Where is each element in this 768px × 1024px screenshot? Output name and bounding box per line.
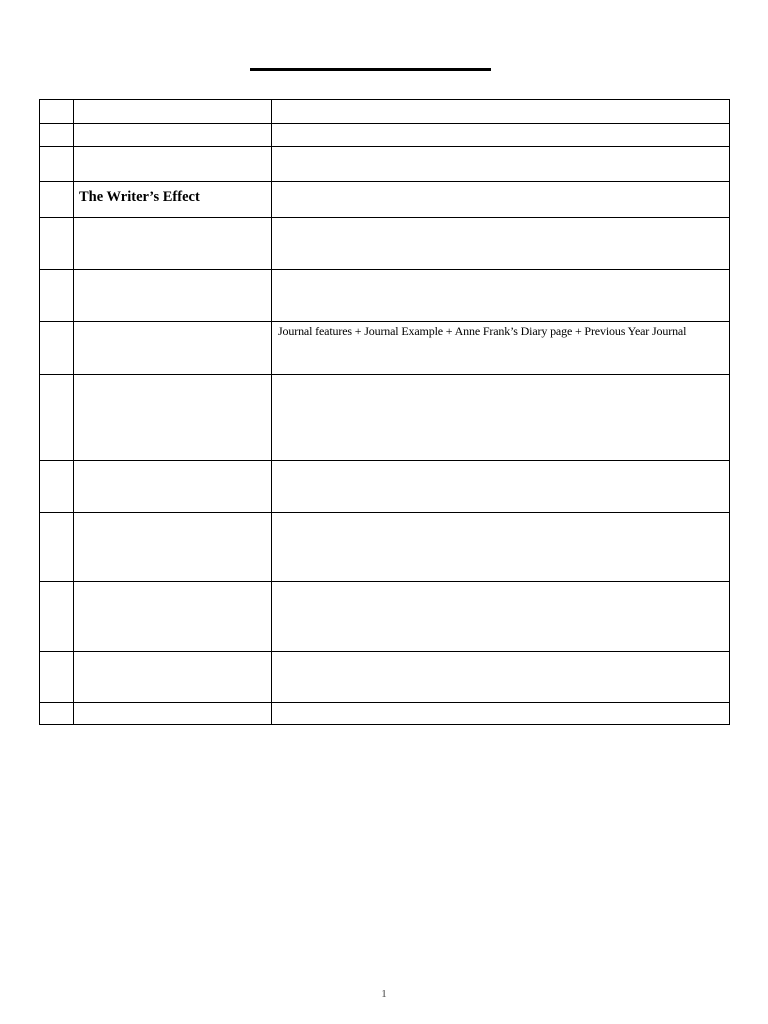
notes-text (272, 270, 729, 276)
topic-cell (74, 513, 272, 582)
table-row (40, 322, 730, 375)
notes-text (272, 703, 729, 709)
table-row (40, 652, 730, 703)
topic-cell (74, 703, 272, 725)
notes-text (272, 147, 729, 153)
notes-cell (272, 147, 730, 182)
notes-cell (272, 322, 730, 375)
topic-cell (74, 182, 272, 218)
table-row (40, 147, 730, 182)
row-number (40, 375, 73, 381)
topic-text (74, 218, 271, 224)
table-row (40, 270, 730, 322)
row-number-cell (40, 100, 74, 124)
topic-text (74, 124, 271, 130)
notes-text (272, 582, 729, 588)
topic-cell (74, 218, 272, 270)
notes-cell (272, 513, 730, 582)
row-number-cell (40, 375, 74, 461)
notes-cell (272, 461, 730, 513)
topic-cell (74, 652, 272, 703)
row-number (40, 270, 73, 276)
topic-heading: The Writer’s Effect (79, 189, 200, 205)
topic-text (74, 513, 271, 519)
row-number-cell (40, 652, 74, 703)
table-row (40, 124, 730, 147)
table-row (40, 375, 730, 461)
notes-cell (272, 652, 730, 703)
topic-cell (74, 100, 272, 124)
topic-text (74, 582, 271, 588)
topic-text (74, 322, 271, 328)
row-number-cell (40, 124, 74, 147)
row-number (40, 218, 73, 224)
row-number-cell (40, 513, 74, 582)
topic-text (74, 652, 271, 658)
row-number (40, 182, 73, 188)
planning-table (39, 99, 730, 725)
table-row (40, 218, 730, 270)
topic-text (74, 270, 271, 276)
row-number (40, 652, 73, 658)
row-number-cell (40, 703, 74, 725)
notes-cell (272, 124, 730, 147)
row-number (40, 124, 73, 130)
topic-cell (74, 375, 272, 461)
notes-text (272, 375, 729, 381)
row-number-cell (40, 582, 74, 652)
table-row (40, 513, 730, 582)
row-number (40, 147, 73, 153)
row-number-cell (40, 218, 74, 270)
topic-cell (74, 270, 272, 322)
table-row (40, 100, 730, 124)
topic-text (74, 461, 271, 467)
topic-text (74, 100, 271, 106)
notes-text (272, 100, 729, 106)
notes-text: Journal features + Journal Example + Anne Frank’s Diary page + Previous Year Journal (278, 324, 687, 338)
notes-text (272, 652, 729, 658)
row-number (40, 100, 73, 106)
table-row (40, 703, 730, 725)
notes-text (272, 218, 729, 224)
topic-text (74, 375, 271, 381)
notes-text (272, 513, 729, 519)
notes-text (272, 124, 729, 130)
row-number-cell (40, 147, 74, 182)
table-row (40, 582, 730, 652)
notes-cell (272, 375, 730, 461)
notes-cell (272, 100, 730, 124)
topic-text (74, 147, 271, 153)
table-row (40, 182, 730, 218)
notes-cell (272, 182, 730, 218)
topic-cell (74, 124, 272, 147)
topic-text (74, 703, 271, 709)
topic-cell (74, 461, 272, 513)
topic-cell (74, 322, 272, 375)
row-number-cell (40, 461, 74, 513)
table-row (40, 461, 730, 513)
title-underline (250, 68, 491, 71)
notes-text (272, 461, 729, 467)
notes-cell (272, 270, 730, 322)
page-number: 1 (381, 988, 387, 1000)
row-number-cell (40, 322, 74, 375)
row-number (40, 703, 73, 709)
notes-text (272, 182, 729, 188)
notes-cell (272, 218, 730, 270)
notes-cell (272, 703, 730, 725)
notes-cell (272, 582, 730, 652)
row-number (40, 582, 73, 588)
row-number (40, 322, 73, 328)
row-number (40, 513, 73, 519)
row-number-cell (40, 182, 74, 218)
topic-cell (74, 147, 272, 182)
row-number-cell (40, 270, 74, 322)
topic-cell (74, 582, 272, 652)
row-number (40, 461, 73, 467)
